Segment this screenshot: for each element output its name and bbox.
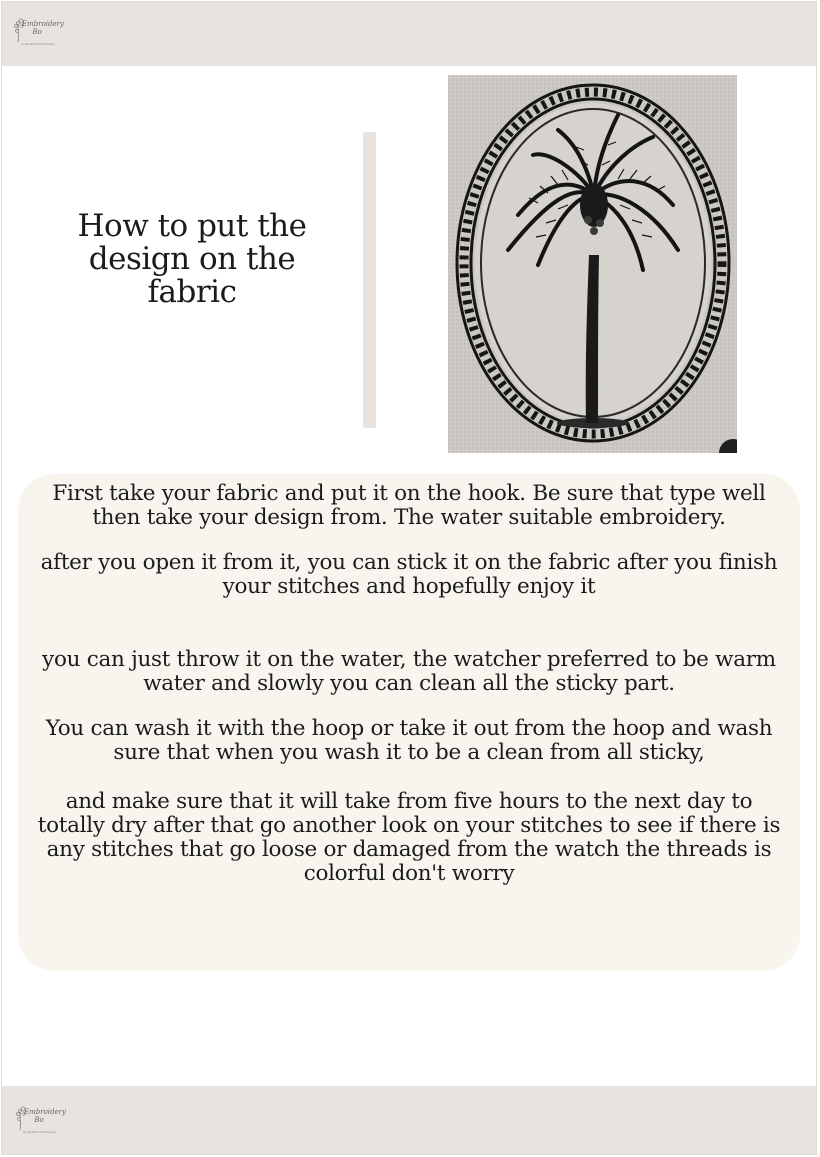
instruction-paragraph: you can just throw it on the water, the watcher preferred to be warm water and slowly you can clean all the sticky part. <box>42 647 776 696</box>
logo-tagline: by Bushra Embroidery <box>23 1130 57 1134</box>
footer-band <box>2 1086 816 1154</box>
page-title: How to put the design on the fabric <box>77 208 307 310</box>
instruction-paragraph: You can wash it with the hoop or take it out from the hoop and wash sure that when you wash it to be a clean from all sticky, <box>45 716 773 765</box>
instruction-paragraph: and make sure that it will take from five hours to the next day to totally dry after that go another look on your stitches to see if there is any stitches that go loose or damaged from the watch the threads is colorful don't worry <box>37 789 781 886</box>
logo-wordmark: Embroidery Bo <box>22 20 64 36</box>
header-band <box>2 2 816 66</box>
brand-logo <box>10 12 64 52</box>
document-page <box>1 1 817 1155</box>
instruction-paragraph: First take your fabric and put it on the hook. Be sure that type well then take your design from. The water suitable embroidery. <box>52 481 766 530</box>
instruction-paragraph: after you open it from it, you can stick it on the fabric after you finish your stitches and hopefully enjoy it <box>40 550 778 599</box>
logo-wordmark: Embroidery Bo <box>24 1108 66 1124</box>
vertical-divider <box>363 132 376 428</box>
palm-tree-oval-rope-frame-icon <box>448 75 737 453</box>
footer-brand-logo <box>12 1100 66 1140</box>
logo-tagline: by Bushra Embroidery <box>21 42 55 46</box>
instructions-panel <box>18 474 800 971</box>
palm-tree-embroidery-image <box>448 75 737 453</box>
